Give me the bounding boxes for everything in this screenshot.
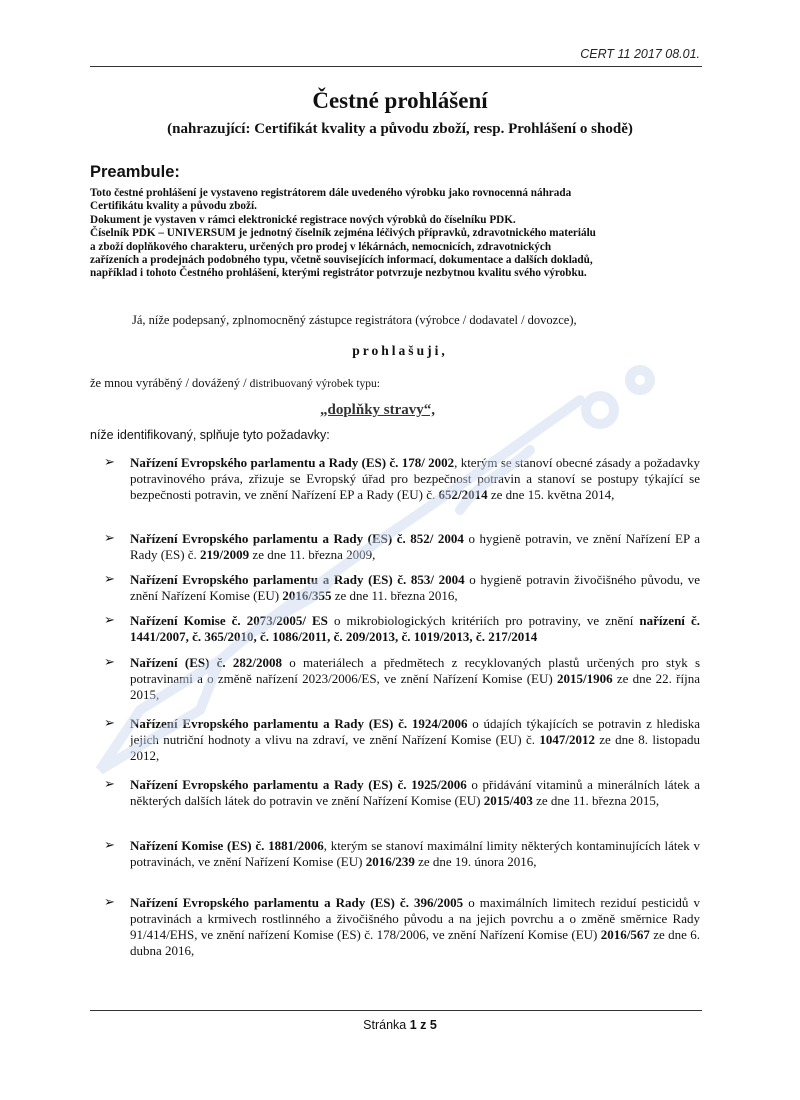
product-intro	[90, 376, 380, 391]
regulation-reference: nařízení č. 1441/2007, č. 365/2010, č. 1086/2011, č. 209/2013, č. 1019/2013, č. 217/2014	[130, 613, 700, 644]
regulation-description: ze dne 11. března 2016,	[331, 588, 458, 603]
preamble-line: zařízeních a prodejnách podobného typu, včetně souvisejících informací, dokumentace a dalších dokladů,	[90, 254, 593, 267]
regulation-description: ze dne 22. října 2015,	[130, 671, 700, 702]
regulation-reference: 219/2009	[200, 547, 250, 562]
regulation-reference: 2015/403	[483, 793, 533, 808]
regulation-description: o údajích týkajících se potravin z hlediska jejich nutriční hodnoty a vlivu na zdraví, ve znění Nařízení Komise (EU) č.	[130, 716, 701, 747]
regulation-reference: Nařízení Evropského parlamentu a Rady (ES) č. 853/ 2004	[130, 572, 465, 587]
page-number	[0, 1018, 800, 1032]
regulation-text	[130, 531, 700, 563]
regulation-description: ze dne 19. února 2016,	[414, 854, 537, 869]
preamble-line: Dokument je vystaven v rámci elektronické registrace nových výrobků do číselníku PDK.	[90, 213, 516, 226]
regulation-reference: Nařízení (ES) č. 282/2008	[130, 655, 283, 670]
arrow-bullet-icon: ➢	[104, 572, 115, 587]
preamble-line: Certifikátu kvality a původu zboží.	[90, 200, 257, 213]
regulation-text	[130, 716, 700, 764]
header-divider	[90, 66, 702, 67]
regulation-description: ze dne 11. března 2009,	[249, 547, 376, 562]
page-current: 1	[409, 1018, 417, 1032]
regulation-description: o mikrobiologických kritériích pro potraviny, ve znění	[327, 613, 640, 628]
regulation-reference: 2016/355	[282, 588, 332, 603]
regulation-description: ze dne 15. května 2014,	[487, 487, 615, 502]
regulation-description: o přidávání vitaminů a minerálních látek a některých dalších látek do potravin ve znění Nařízení Komise (EU)	[130, 777, 701, 808]
page-label: Stránka	[363, 1018, 407, 1032]
arrow-bullet-icon: ➢	[104, 655, 115, 670]
arrow-bullet-icon: ➢	[104, 455, 115, 470]
arrow-bullet-icon: ➢	[104, 838, 115, 853]
regulation-description: o maximálních limitech reziduí pesticidů v potravinách a krmivech rostlinného a živočišného původu a na jejich povrchu a o změně směrnice Rady 91/414/EHS, ve znění nařízení Komise (ES) č. 178/2006, ve znění Nařízení Komise (EU)	[130, 895, 700, 942]
certificate-code: CERT 11 2017 08.01.	[580, 47, 700, 61]
regulation-reference: 1047/2012	[539, 732, 595, 747]
regulation-description: o materiálech a předmětech z recyklovaných plastů určených pro styk s potravinami a o změně nařízení 2023/2006/ES, ve znění Nařízení Komise (EU)	[130, 655, 701, 686]
regulation-text	[130, 895, 700, 959]
regulation-reference: Nařízení Komise (ES) č. 1881/2006	[130, 838, 324, 853]
arrow-bullet-icon: ➢	[104, 895, 115, 910]
regulation-text	[130, 613, 700, 645]
regulation-description: o hygieně potravin živočišného původu, ve znění Nařízení Komise (EU)	[130, 572, 700, 603]
preamble-line: například i tohoto Čestného prohlášení, kterými registrátor potvrzuje nezbytnou kvalitu svého výrobku.	[90, 267, 587, 280]
regulation-description: , kterým se stanoví obecné zásady a požadavky potravinového práva, zřizuje se Evropský úřad pro bezpečnost potravin a stanoví se postupy týkající se bezpečnosti potravin, ve znění Nařízení EP a Rady (EU) č.	[130, 455, 700, 502]
regulation-reference: 2015/1906	[556, 671, 613, 686]
arrow-bullet-icon: ➢	[104, 777, 115, 792]
regulation-text	[130, 455, 700, 503]
regulation-description: o hygieně potravin, ve znění Nařízení EP a Rady (ES) č.	[130, 531, 701, 562]
product-intro-small: distribuovaný výrobek typu:	[249, 378, 380, 390]
preamble-line: a zboží doplňkového charakteru, určených pro prodej v lékárnách, nemocnicích, zdravotnických	[90, 240, 552, 253]
preamble-heading: Preambule:	[90, 163, 180, 181]
regulation-reference: Nařízení Komise č. 2073/2005/ ES	[130, 613, 328, 628]
regulation-reference: Nařízení Evropského parlamentu a Rady (ES) č. 396/2005	[130, 895, 464, 910]
regulation-text	[130, 572, 700, 604]
footer-divider	[90, 1010, 702, 1011]
preamble-line: Toto čestné prohlášení je vystaveno registrátorem dále uvedeného výrobku jako rovnocenná náhrada	[90, 187, 572, 199]
page-total: 5	[429, 1018, 437, 1032]
requirements-intro: níže identifikovaný, splňuje tyto požadavky:	[90, 428, 330, 442]
product-type: „doplňky stravy“,	[320, 402, 436, 418]
arrow-bullet-icon: ➢	[104, 716, 115, 731]
arrow-bullet-icon: ➢	[104, 613, 115, 628]
arrow-bullet-icon: ➢	[104, 531, 115, 546]
regulation-reference: Nařízení Evropského parlamentu a Rady (ES) č. 1925/2006	[130, 777, 467, 792]
declarant-statement: Já, níže podepsaný, zplnomocněný zástupce registrátora (výrobce / dodavatel / dovozce),	[132, 313, 577, 327]
regulation-text	[130, 777, 700, 809]
regulation-reference: 2016/239	[365, 854, 415, 869]
declaration-word: prohlašuji,	[352, 343, 448, 358]
regulation-description: ze dne 6. dubna 2016,	[130, 927, 700, 958]
document-title: Čestné prohlášení	[312, 88, 488, 113]
regulation-description: ze dne 11. března 2015,	[532, 793, 660, 808]
regulation-reference: Nařízení Evropského parlamentu a Rady (ES) č. 852/ 2004	[130, 531, 464, 546]
preamble-line: Číselník PDK – UNIVERSUM je jednotný číselník zejména léčivých přípravků, zdravotnického materiálu	[90, 227, 596, 240]
regulation-description: ze dne 8. listopadu 2012,	[130, 732, 700, 763]
regulation-description: , kterým se stanoví maximální limity některých kontaminujících látek v potravinách, ve znění Nařízení Komise (EU)	[130, 838, 700, 869]
regulation-reference: Nařízení Evropského parlamentu a Rady (ES) č. 1924/2006	[130, 716, 468, 731]
document-subtitle: (nahrazující: Certifikát kvality a původu zboží, resp. Prohlášení o shodě)	[167, 121, 633, 137]
product-intro-main: že mnou vyráběný / dovážený /	[90, 376, 250, 390]
regulation-reference: Nařízení Evropského parlamentu a Rady (ES) č. 178/ 2002	[130, 455, 455, 470]
regulation-reference: 652/2014	[438, 487, 488, 502]
regulation-text	[130, 838, 700, 870]
preamble-text	[90, 187, 700, 281]
page-separator: z	[420, 1018, 427, 1032]
regulation-reference: 2016/567	[600, 927, 650, 942]
regulation-text	[130, 655, 700, 703]
